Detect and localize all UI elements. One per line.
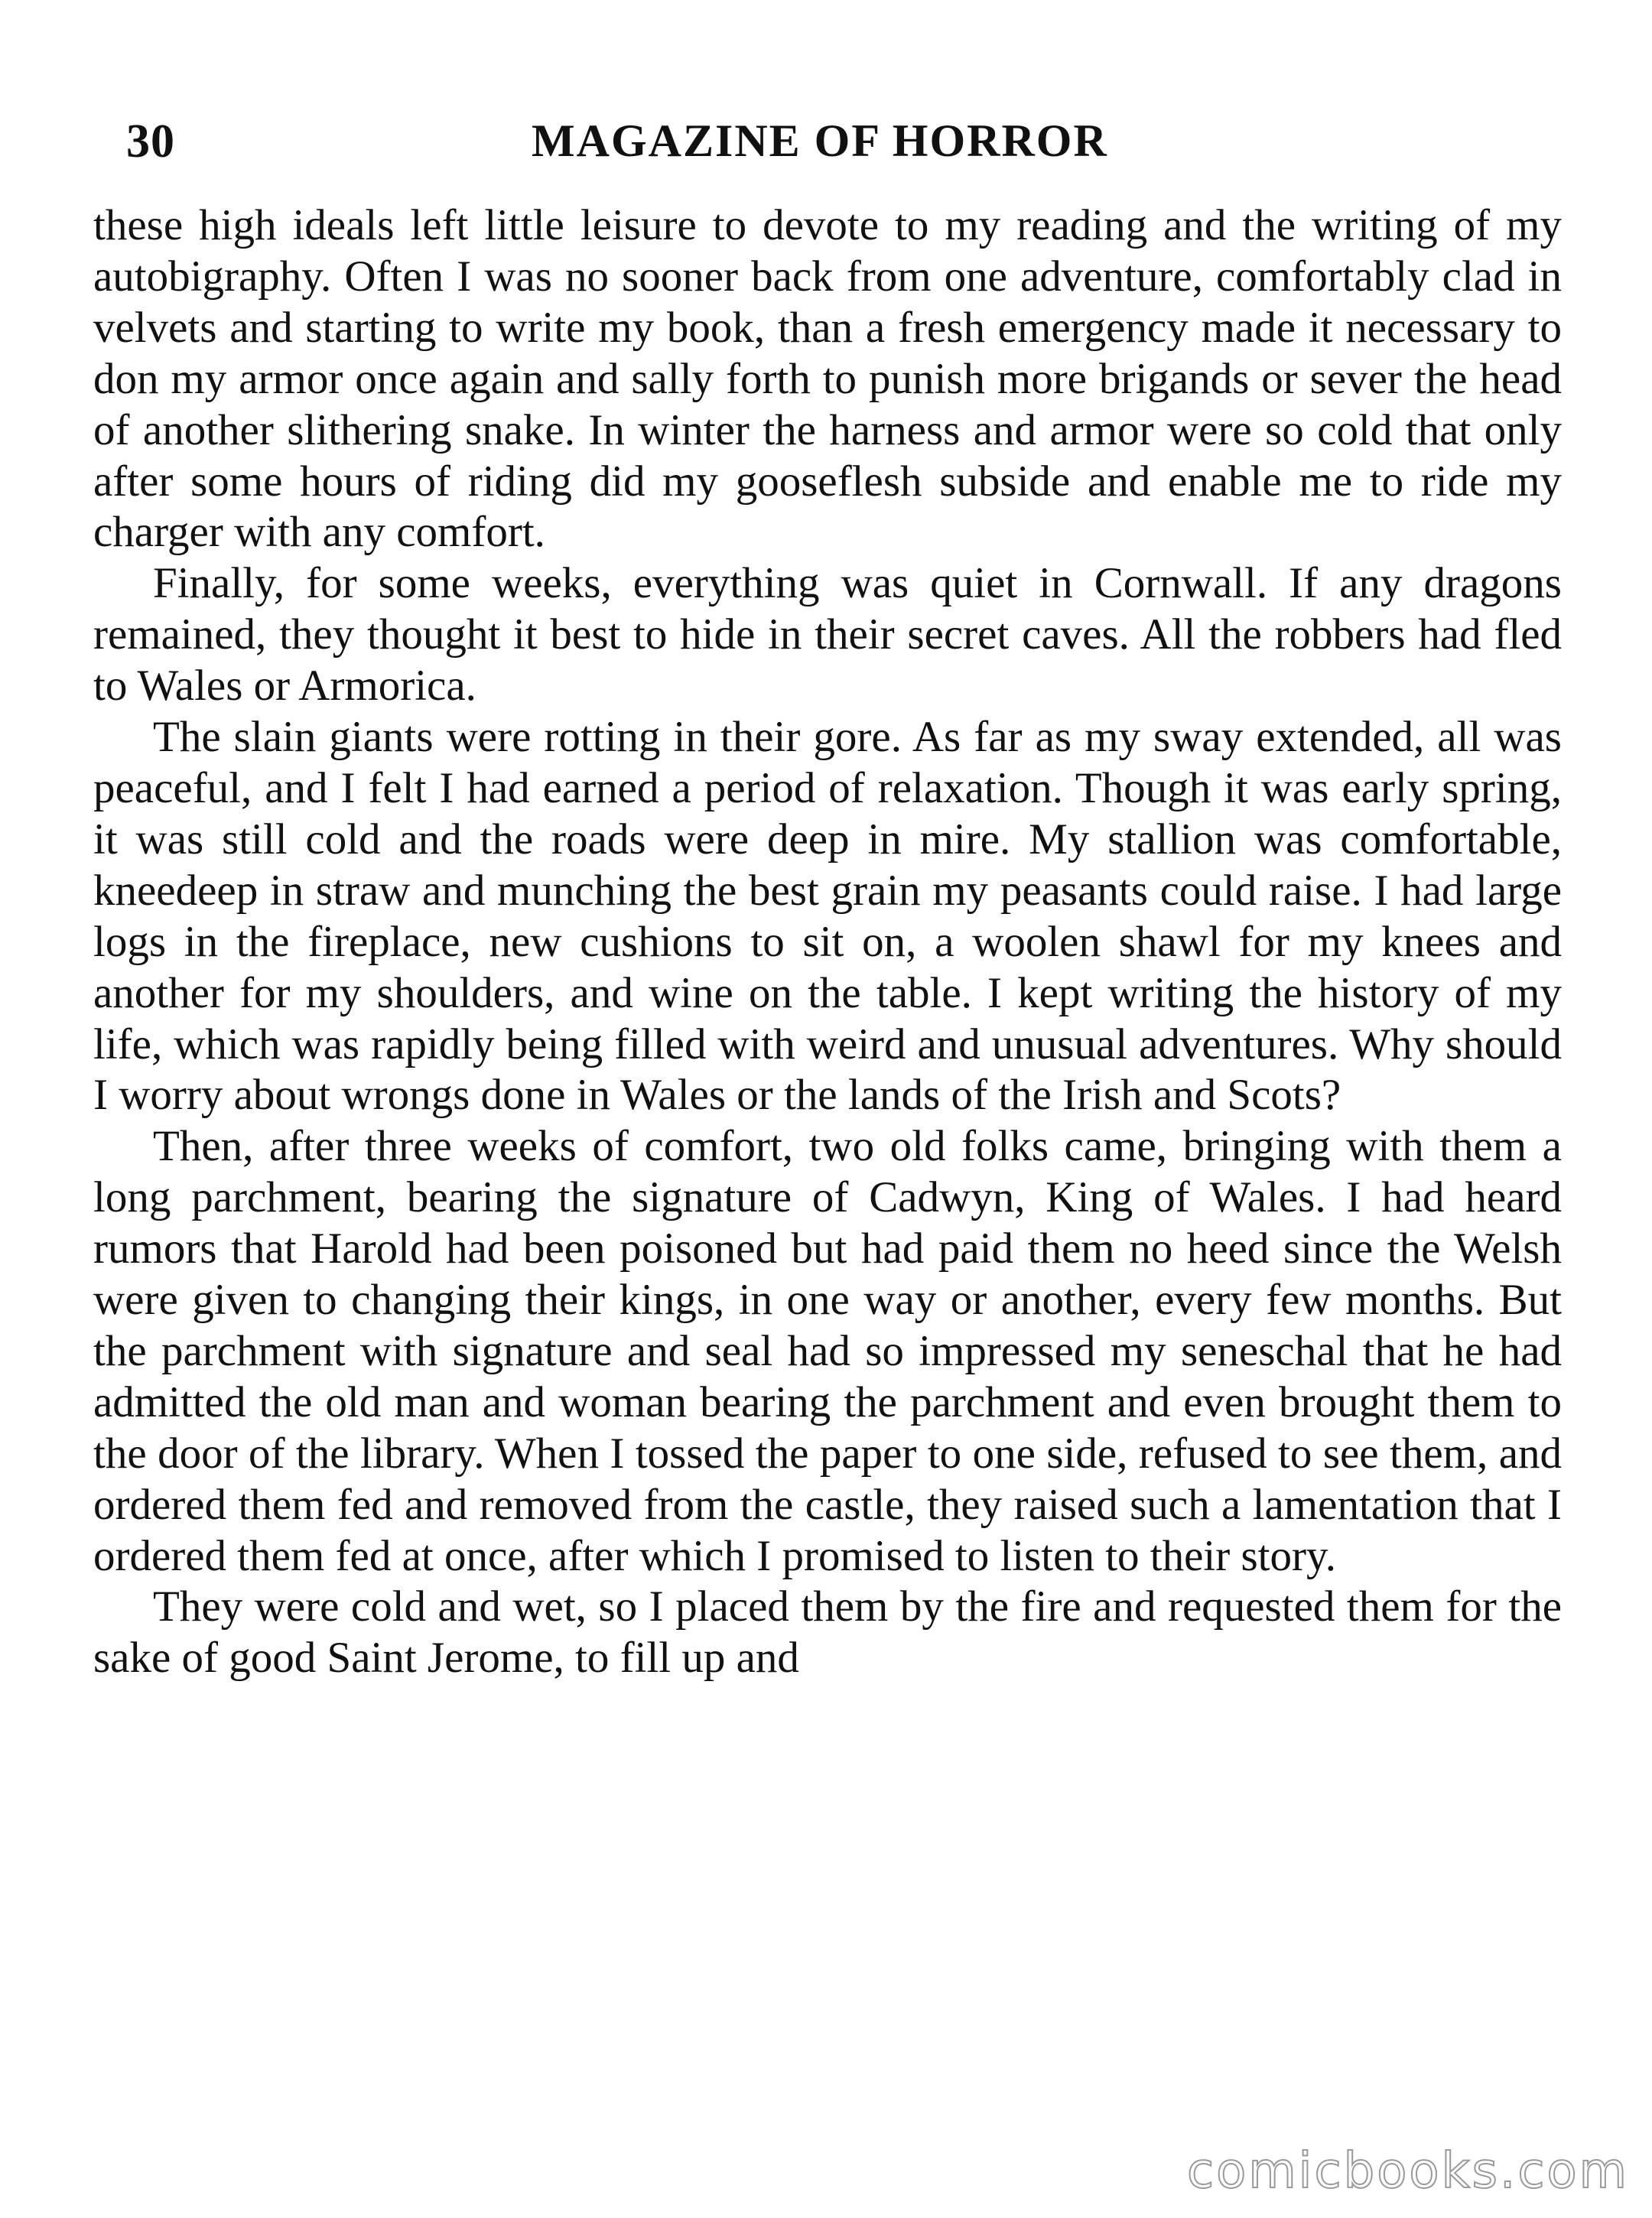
paragraph: The slain giants were rotting in their gore. As far as my sway extended, all was peaceful, and I felt I had earned a period of relaxation. Though it was early spring, it was still cold and the roads were deep in mire. My stallion was comfortable, kneedeep in straw and munching the best grain my peasants could raise. I had large logs in the fireplace, new cushions to sit on, a woolen shawl for my knees and another for my shoulders, and wine on the table. I kept writing the history of my life, which was rapidly being filled with weird and unusual adventures. Why should I worry about wrongs done in Wales or the lands of the Irish and Scots? xyxy=(93,713,1562,1120)
paragraph: Then, after three weeks of comfort, two old folks came, bringing with them a long parchment, bearing the signature of Cadwyn, King of Wales. I had heard rumors that Harold had been poisoned but had paid them no heed since the Welsh were given to changing their kings, in one way or another, every few months. But the parchment with signature and seal had so impressed my seneschal that he had admitted the old man and woman bearing the parchment and even brought them to the door of the library. When I tossed the paper to one side, refused to see them, and ordered them fed and removed from the castle, they raised such a lamentation that I ordered them fed at once, after which I promised to listen to their story. xyxy=(93,1122,1562,1580)
watermark: comicbooks.com xyxy=(1186,2143,1629,2200)
body-text xyxy=(93,200,1562,1684)
page-number: 30 xyxy=(126,115,175,167)
paragraph: Finally, for some weeks, everything was quiet in Cornwall. If any dragons remained, they thought it best to hide in their secret caves. All the robbers had fled to Wales or Armorica. xyxy=(93,559,1562,711)
paragraph: these high ideals left little leisure to devote to my reading and the writing of my autobigraphy. Often I was no sooner back from one adventure, comfortably clad in velvets and starting to write my book, than a fresh emergency made it necessary to don my armor once again and sally forth to punish more brigands or sever the head of another slithering snake. In winter the harness and armor were so cold that only after some hours of riding did my gooseflesh subside and enable me to ride my charger with any comfort. xyxy=(93,201,1562,557)
paragraph: They were cold and wet, so I placed them by the fire and requested them for the sake of good Saint Jerome, to fill up and xyxy=(93,1582,1562,1683)
running-title: MAGAZINE OF HORROR xyxy=(532,115,1108,166)
page-header xyxy=(126,115,1564,176)
